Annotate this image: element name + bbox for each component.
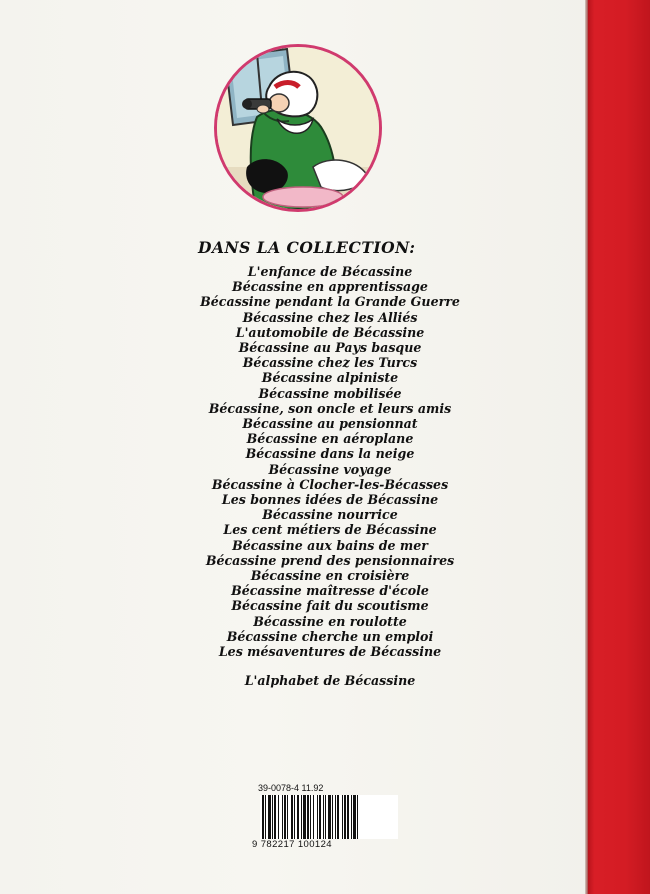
barcode-block <box>252 783 402 850</box>
title-item: Bécassine nourrice <box>262 507 398 523</box>
title-item: Bécassine mobilisée <box>258 385 402 401</box>
red-spine <box>588 0 650 894</box>
barcode-bar <box>313 795 314 839</box>
collection-heading: DANS LA COLLECTION: <box>198 238 416 257</box>
title-item: L'enfance de Bécassine <box>247 264 413 279</box>
barcode-bar <box>287 795 288 839</box>
barcode-bar <box>353 795 356 839</box>
barcode-bar <box>344 795 346 839</box>
barcode-bar <box>265 795 266 839</box>
title-item: Bécassine fait du scoutisme <box>231 598 429 614</box>
barcode-bar <box>307 795 309 839</box>
barcode-bar <box>335 795 336 839</box>
barcode-bar <box>301 795 302 839</box>
barcode-bar <box>357 795 358 839</box>
title-item: Bécassine voyage <box>268 461 392 477</box>
title-item: Bécassine au pensionnat <box>242 416 418 432</box>
barcode-bar <box>323 795 324 839</box>
barcode-bar <box>347 795 349 839</box>
title-item: Les bonnes idées de Bécassine <box>221 492 439 508</box>
barcode-bar <box>328 795 331 839</box>
title-item: Bécassine prend des pensionnaires <box>205 552 455 568</box>
isbn-digits: 9 782217 100124 <box>252 839 332 850</box>
catalog-code: 39-0078-4 11.92 <box>258 783 324 793</box>
title-item: Bécassine aux bains de mer <box>232 537 428 553</box>
barcode-bar <box>278 795 279 839</box>
title-item: L'automobile de Bécassine <box>235 324 425 340</box>
barcode-bar <box>274 795 276 839</box>
title-item: Bécassine maîtresse d'école <box>231 583 429 599</box>
title-item: Bécassine pendant la Grande Guerre <box>200 294 460 310</box>
title-item: Bécassine chez les Turcs <box>242 355 418 371</box>
title-item: Les mésaventures de Bécassine <box>218 644 442 660</box>
barcode-bar <box>297 795 299 839</box>
barcode-bar <box>317 795 318 839</box>
barcode-bar <box>351 795 352 839</box>
barcode-bar <box>319 795 321 839</box>
title-item: Bécassine en roulotte <box>253 613 407 629</box>
collection-list <box>120 238 540 688</box>
title-item: Bécassine en croisière <box>250 568 410 584</box>
title-item: Bécassine alpiniste <box>261 370 399 386</box>
barcode-bar <box>310 795 311 839</box>
title-item: Bécassine en aéroplane <box>246 431 414 447</box>
title-item: Bécassine à Clocher-les-Bécasses <box>211 476 449 492</box>
becassine-medallion-illustration <box>214 44 382 212</box>
title-item: Bécassine, son oncle et leurs amis <box>208 400 452 416</box>
barcode-bar <box>282 795 283 839</box>
barcode-bar <box>294 795 295 839</box>
title-item: Bécassine au Pays basque <box>238 340 422 356</box>
title-item: Bécassine en apprentissage <box>232 279 428 295</box>
title-item: Bécassine chez les Alliés <box>242 309 418 325</box>
barcode-bar <box>291 795 293 839</box>
barcode-bar <box>332 795 333 839</box>
barcode-bar <box>272 795 273 839</box>
barcode-bar <box>325 795 326 839</box>
barcode-bar <box>337 795 339 839</box>
barcode-bar <box>342 795 343 839</box>
extra-title: L'alphabet de Bécassine <box>244 673 416 689</box>
title-item: Bécassine cherche un emploi <box>226 628 434 644</box>
barcode-bar <box>284 795 286 839</box>
barcode-icon <box>260 795 398 839</box>
barcode-bar <box>262 795 264 839</box>
barcode-bar <box>303 795 306 839</box>
title-item: Les cent métiers de Bécassine <box>223 522 437 538</box>
barcode-bar <box>268 795 271 839</box>
title-item: Bécassine dans la neige <box>245 446 415 462</box>
